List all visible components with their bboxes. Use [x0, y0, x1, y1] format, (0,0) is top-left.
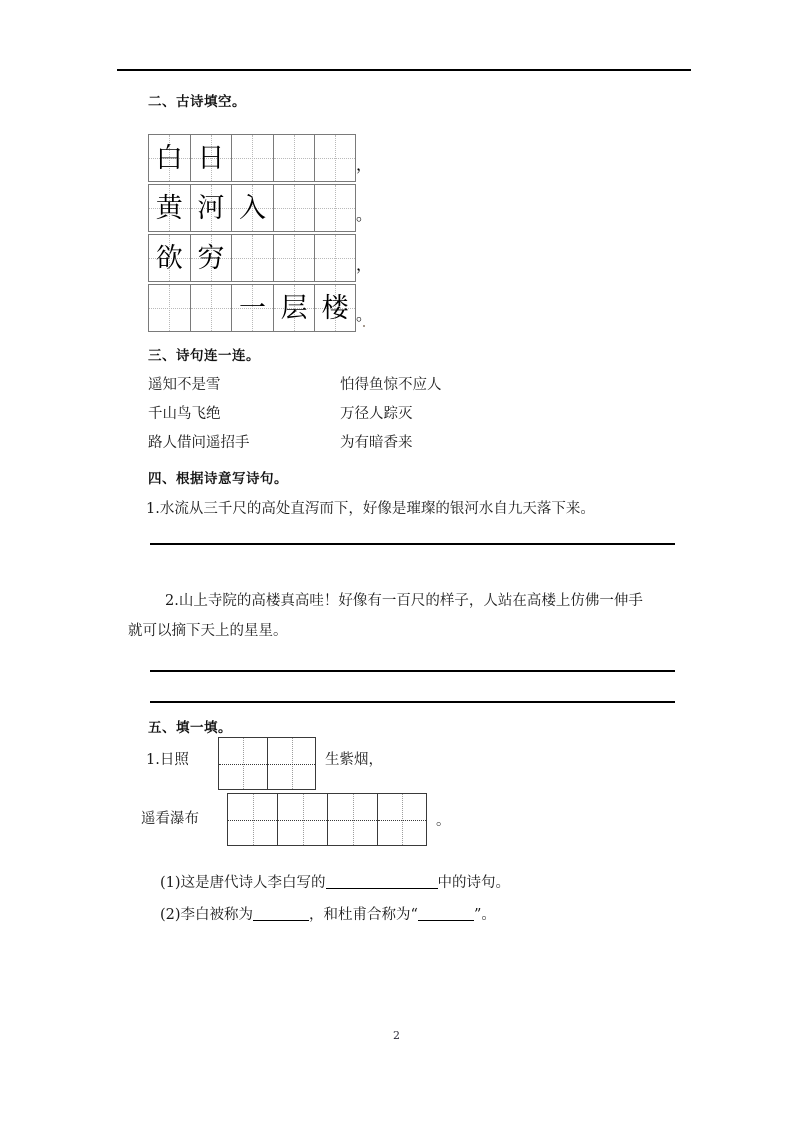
- section-three-heading: 三、诗句连一连。: [148, 348, 260, 364]
- character-cell-filled[interactable]: [190, 134, 232, 182]
- header-divider: [117, 69, 691, 71]
- fill-box[interactable]: [227, 793, 277, 846]
- character-cell-empty[interactable]: [231, 234, 273, 282]
- sub-question-number: (2): [160, 907, 181, 923]
- character-cell-filled[interactable]: [273, 284, 315, 332]
- section-five-heading: 五、填一填。: [148, 720, 232, 736]
- fill-blank[interactable]: [418, 920, 474, 921]
- fill-box-row[interactable]: [218, 737, 316, 790]
- answer-line[interactable]: [150, 670, 675, 672]
- character-grid-row: [148, 184, 356, 232]
- fill-line-prefix: 1.日照: [146, 752, 189, 768]
- character-glyph: 河: [197, 192, 225, 224]
- answer-line[interactable]: [150, 543, 675, 545]
- question-text: 山上寺院的高楼真高哇！好像有一百尺的样子，人站在高楼上仿佛一伸手: [178, 593, 643, 609]
- question-item: [146, 497, 595, 518]
- fill-box[interactable]: [218, 737, 267, 790]
- character-glyph: 欲: [155, 242, 183, 274]
- match-left-item[interactable]: 路人借问遥招手: [148, 435, 250, 451]
- sub-question: (2)李白被称为 ，和杜甫合称为“ ”。: [160, 907, 496, 923]
- character-glyph: 入: [238, 192, 266, 224]
- character-cell-filled[interactable]: [148, 234, 190, 282]
- character-glyph: 一: [238, 292, 266, 324]
- fill-box[interactable]: [277, 793, 327, 846]
- character-cell-filled[interactable]: [148, 184, 190, 232]
- character-glyph: 日: [197, 142, 225, 174]
- match-left-item[interactable]: 千山鸟飞绝: [148, 406, 221, 422]
- character-glyph: 层: [280, 292, 308, 324]
- item-number: 1.: [146, 752, 160, 768]
- character-grid-row: [148, 284, 356, 332]
- grid-punctuation: 。: [356, 205, 373, 224]
- character-cell-filled[interactable]: [314, 284, 356, 332]
- question-number: 1.: [146, 501, 160, 517]
- character-cell-empty[interactable]: [314, 234, 356, 282]
- sub-question-number: (1): [160, 875, 181, 891]
- character-cell-empty[interactable]: [273, 234, 315, 282]
- character-cell-empty[interactable]: [231, 134, 273, 182]
- character-cell-empty[interactable]: [273, 134, 315, 182]
- fill-box[interactable]: [267, 737, 316, 790]
- grid-punctuation: ，: [356, 155, 373, 174]
- sub-question: (1)这是唐代诗人李白写的 中的诗句。: [160, 875, 511, 891]
- character-cell-empty[interactable]: [190, 284, 232, 332]
- question-item: [165, 589, 643, 610]
- character-cell-filled[interactable]: [148, 134, 190, 182]
- character-cell-empty[interactable]: [148, 284, 190, 332]
- grid-punctuation: ，: [356, 255, 373, 274]
- question-number: 2.: [165, 593, 179, 609]
- match-right-item[interactable]: 怕得鱼惊不应人: [340, 377, 442, 393]
- answer-line[interactable]: [150, 701, 675, 703]
- character-grid-row: [148, 234, 356, 282]
- section-two-heading: 二、古诗填空。: [148, 94, 246, 110]
- question-text-wrapped: 就可以摘下天上的星星。: [128, 623, 288, 639]
- fill-box-row[interactable]: [227, 793, 427, 846]
- fill-box[interactable]: [377, 793, 427, 846]
- fill-blank[interactable]: [253, 920, 309, 921]
- character-glyph: 白: [155, 142, 183, 174]
- character-cell-filled[interactable]: [231, 184, 273, 232]
- character-cell-empty[interactable]: [314, 184, 356, 232]
- fill-line-suffix: 生紫烟，: [325, 752, 383, 768]
- fill-box[interactable]: [327, 793, 377, 846]
- page-number: 2: [393, 1029, 400, 1042]
- character-cell-empty[interactable]: [273, 184, 315, 232]
- stray-ink-mark: [363, 325, 365, 327]
- character-cell-empty[interactable]: [314, 134, 356, 182]
- question-text: 水流从三千尺的高处直泻而下，好像是璀璨的银河水自九天落下来。: [159, 501, 595, 517]
- fill-blank[interactable]: [326, 888, 438, 889]
- fill-line-prefix: 遥看瀑布: [141, 811, 199, 827]
- match-left-item[interactable]: 遥知不是雪: [148, 377, 221, 393]
- character-glyph: 穷: [197, 242, 225, 274]
- character-cell-filled[interactable]: [190, 184, 232, 232]
- character-cell-filled[interactable]: [190, 234, 232, 282]
- character-cell-filled[interactable]: [231, 284, 273, 332]
- grid-punctuation: 。: [356, 305, 373, 324]
- character-grid-row: [148, 134, 356, 182]
- character-glyph: 楼: [321, 292, 349, 324]
- match-right-item[interactable]: 万径人踪灭: [340, 406, 413, 422]
- section-four-heading: 四、根据诗意写诗句。: [148, 471, 288, 487]
- character-glyph: 黄: [155, 192, 183, 224]
- match-right-item[interactable]: 为有暗香来: [340, 435, 413, 451]
- fill-line-suffix: 。: [436, 813, 451, 829]
